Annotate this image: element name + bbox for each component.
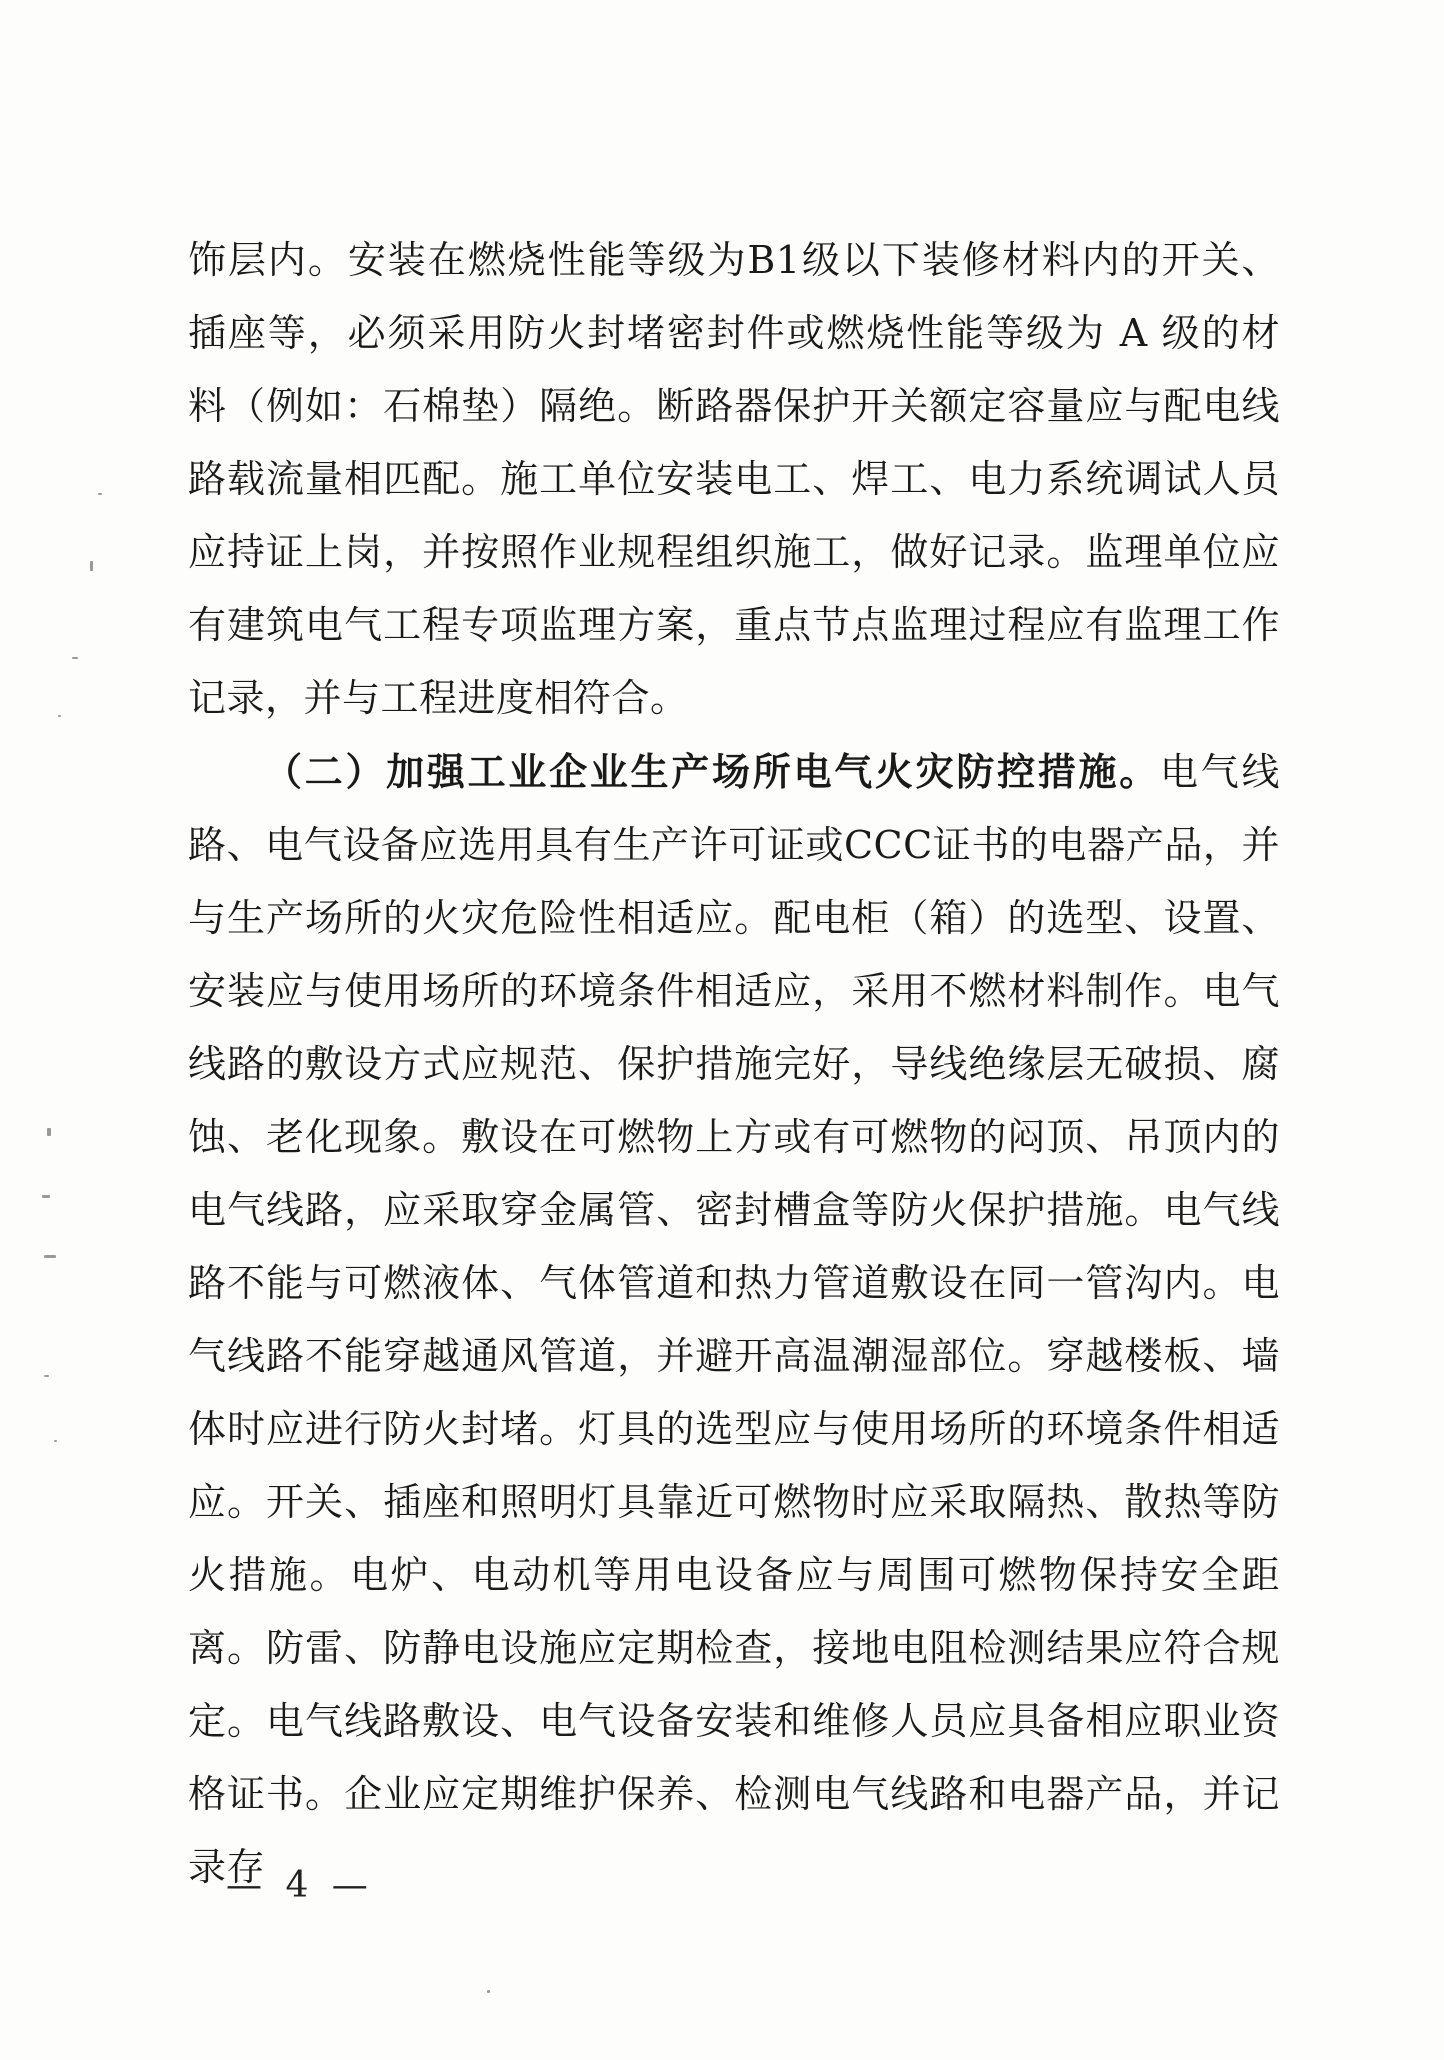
paragraph-text: 饰层内。安装在燃烧性能等级为B1级以下装修材料内的开关、插座等，必须采用防火封堵密封件或燃烧性能等级为 A 级的材料（例如：石棉垫）隔绝。断路器保护开关额定容量应与配电线路载流量相匹配。施工单位安装电工、焊工、电力系统调试人员应持证上岗，并按照作业规程组织施工，做好记录。监理单位应有建筑电气工程专项监理方案，重点节点监理过程应有监理工作记录，并与工程进度相符合。	[188, 238, 1280, 720]
scan-speck	[44, 1255, 56, 1258]
scan-speck	[44, 1375, 49, 1377]
scan-speck	[90, 561, 93, 571]
paragraph-section-two	[188, 735, 1280, 1904]
section-heading: （二）加强工业企业生产场所电气火灾防控措施。	[264, 749, 1161, 794]
scan-speck	[58, 715, 61, 717]
scan-speck	[47, 1128, 51, 1136]
scan-speck	[487, 1990, 490, 1993]
scan-speck	[54, 1440, 57, 1442]
scan-speck	[72, 657, 78, 659]
document-body	[188, 224, 1280, 1904]
scan-speck	[98, 493, 102, 495]
paragraph-text: 电气线路、电气设备应选用具有生产许可证或CCC证书的电器产品，并与生产场所的火灾危险性相适应。配电柜（箱）的选型、设置、安装应与使用场所的环境条件相适应，采用不燃材料制作。电气线路的敷设方式应规范、保护措施完好，导线绝缘层无破损、腐蚀、老化现象。敷设在可燃物上方或有可燃物的闷顶、吊顶内的电气线路，应采取穿金属管、密封槽盒等防火保护措施。电气线路不能与可燃液体、气体管道和热力管道敷设在同一管沟内。电气线路不能穿越通风管道，并避开高温潮湿部位。穿越楼板、墙体时应进行防火封堵。灯具的选型应与使用场所的环境条件相适应。开关、插座和照明灯具靠近可燃物时应采取隔热、散热等防火措施。电炉、电动机等用电设备应与周围可燃物保持安全距离。防雷、防静电设施应定期检查，接地电阻检测结果应符合规定。电气线路敷设、电气设备安装和维修人员应具备相应职业资格证书。企业应定期维护保养、检测电气线路和电器产品，并记录存	[188, 750, 1280, 1889]
paragraph-continued	[188, 224, 1280, 735]
scan-speck	[42, 1195, 50, 1198]
page-number: — 4 —	[226, 1865, 374, 1906]
